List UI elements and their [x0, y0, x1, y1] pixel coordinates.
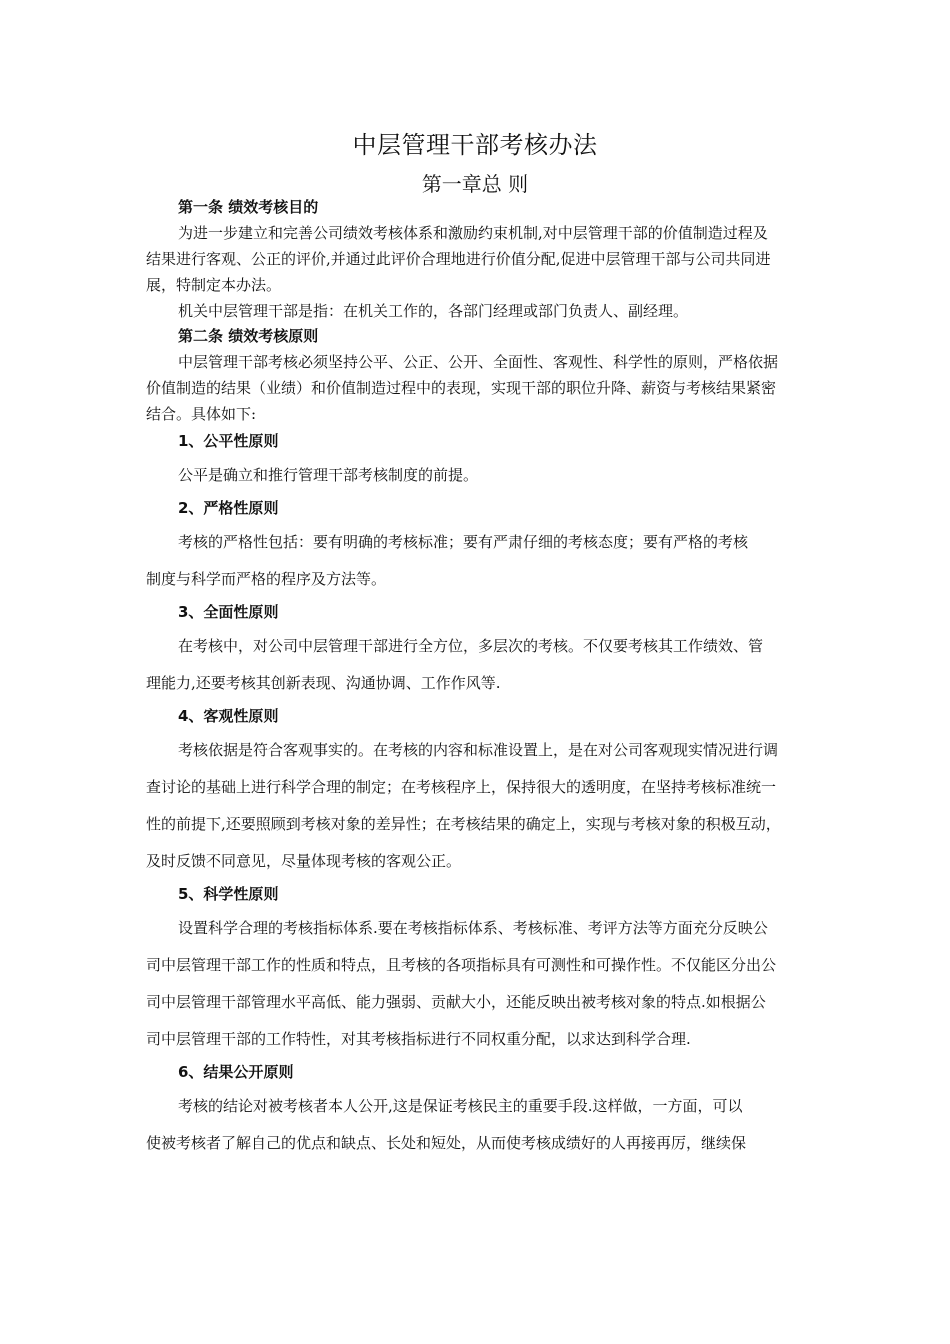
principle-heading: 4、客观性原则 [178, 707, 279, 725]
principle-line: 考核的严格性包括：要有明确的考核标准；要有严肃仔细的考核态度；要有严格的考核 [178, 533, 749, 551]
article-1-line: 机关中层管理干部是指：在机关工作的，各部门经理或部门负责人、副经理。 [178, 302, 689, 320]
article-1-line: 结果进行客观、公正的评价,并通过此评价合理地进行价值分配,促进中层管理干部与公司共同进 [146, 250, 771, 268]
article-1-heading: 第一条 绩效考核目的 [178, 198, 319, 216]
principle-heading: 6、结果公开原则 [178, 1063, 294, 1081]
document-title: 中层管理干部考核办法 [352, 131, 598, 159]
article-1-line: 为进一步建立和完善公司绩效考核体系和激励约束机制,对中层管理干部的价值制造过程及 [178, 224, 768, 242]
principle-heading: 1、公平性原则 [178, 432, 279, 450]
principle-line: 使被考核者了解自己的优点和缺点、长处和短处，从而使考核成绩好的人再接再厉，继续保 [146, 1134, 747, 1152]
principle-line: 考核依据是符合客观事实的。在考核的内容和标准设置上，是在对公司客观现实情况进行调 [178, 741, 779, 759]
principle-heading: 3、全面性原则 [178, 603, 279, 621]
principle-line: 公平是确立和推行管理干部考核制度的前提。 [178, 466, 479, 484]
principle-heading: 2、严格性原则 [178, 499, 279, 517]
article-2-line: 价值制造的结果（业绩）和价值制造过程中的表现，实现干部的职位升降、薪资与考核结果紧密 [146, 379, 777, 397]
principle-line: 考核的结论对被考核者本人公开,这是保证考核民主的重要手段.这样做，一方面，可以 [178, 1097, 743, 1115]
principle-line: 理能力,还要考核其创新表现、沟通协调、工作作风等. [146, 674, 501, 692]
principle-line: 司中层管理干部管理水平高低、能力强弱、贡献大小，还能反映出被考核对象的特点.如根据公 [146, 993, 766, 1011]
article-2-line: 中层管理干部考核必须坚持公平、公正、公开、全面性、客观性、科学性的原则，严格依据 [178, 353, 779, 371]
principle-line: 制度与科学而严格的程序及方法等。 [146, 570, 387, 588]
principle-line: 查讨论的基础上进行科学合理的制定；在考核程序上，保持很大的透明度，在坚持考核标准统一 [146, 778, 777, 796]
chapter-heading: 第一章总 则 [421, 172, 529, 196]
principle-line: 设置科学合理的考核指标体系.要在考核指标体系、考核标准、考评方法等方面充分反映公 [178, 919, 768, 937]
principle-heading: 5、科学性原则 [178, 885, 279, 903]
principle-line: 在考核中，对公司中层管理干部进行全方位，多层次的考核。不仅要考核其工作绩效、管 [178, 637, 764, 655]
article-2-heading: 第二条 绩效考核原则 [178, 327, 319, 345]
principle-line: 司中层管理干部工作的性质和特点，且考核的各项指标具有可测性和可操作性。不仅能区分出公 [146, 956, 777, 974]
article-2-line: 结合。具体如下: [146, 405, 257, 423]
article-1-line: 展，特制定本办法。 [146, 276, 282, 294]
principle-line: 性的前提下,还要照顾到考核对象的差异性；在考核结果的确定上，实现与考核对象的积极互动， [146, 815, 781, 833]
principle-line: 司中层管理干部的工作特性，对其考核指标进行不同权重分配，以求达到科学合理. [146, 1030, 691, 1048]
principle-line: 及时反馈不同意见，尽量体现考核的客观公正。 [146, 852, 462, 870]
